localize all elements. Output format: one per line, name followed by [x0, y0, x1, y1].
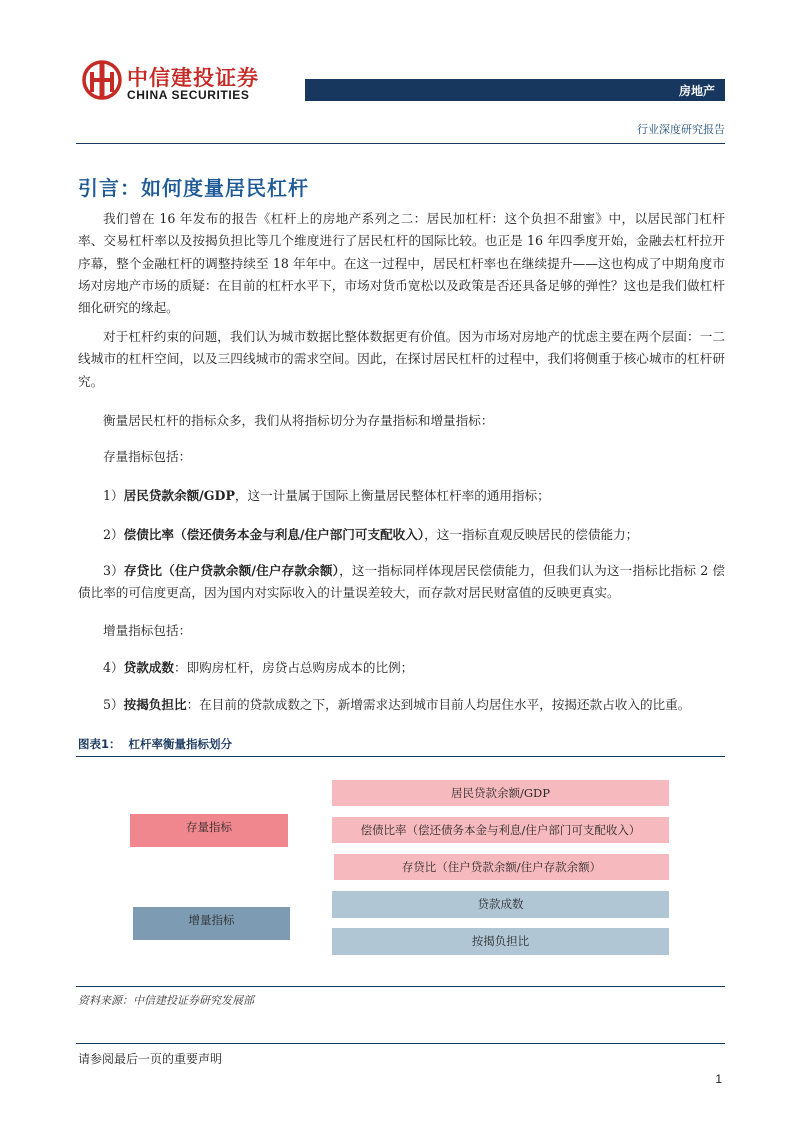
list-term: 存贷比（住户贷款余额/住户存款余额）: [123, 563, 340, 578]
list-number: 3）: [103, 563, 124, 578]
paragraph-1: 我们曾在 16 年发布的报告《杠杆上的房地产系列之二：居民加杠杆：这个负担不甜蜜》中，以居民部门杠杆率、交易杠杆率以及按揭负担比等几个维度进行了居民杠杆的国际比较。也正是 16 年四季度开始，金融去杠杆拉开序幕，整个金融杠杆的调整持续至 18 年年中。在这一过程中，居民杠杆率也在继续提升——这也构成了中期角度市场对房地产市场的质疑：在目前的杠杆水平下，市场对货币宽松以及政策是否还具备足够的弹性？这也是我们做杠杆细化研究的缘起。: [78, 211, 725, 316]
list-number: 5）: [103, 697, 124, 712]
paragraph-2: 对于杠杆约束的问题，我们认为城市数据比整体数据更有价值。因为市场对房地产的忧虑主要在两个层面：一二线城市的杠杆空间，以及三四线城市的需求空间。因此，在探讨居民杠杆的过程中，我们将侧重于核心城市的杠杆研究。: [78, 329, 725, 389]
list-item-3: [78, 560, 725, 605]
page-number: 1: [715, 1072, 722, 1086]
figure-label: 图表1：: [78, 737, 121, 751]
list-text: ，这一指标直观反映居民的偿债能力；: [424, 527, 639, 542]
list-text: ：即购房杠杆，房贷占总购房成本的比例；: [173, 660, 414, 675]
stock-item-box: 偿债比率（偿还债务本金与利息/住户部门可支配收入）: [332, 817, 669, 843]
brand-name-cn: 中信建投证券: [127, 66, 259, 90]
disclaimer-note: 请参阅最后一页的重要声明: [78, 1052, 223, 1066]
china-securities-logo-icon: [82, 60, 122, 100]
list-item-1: [103, 485, 550, 507]
list-term: 贷款成数: [123, 660, 174, 675]
figure-top-rule: [76, 756, 725, 757]
list-text: ，这一指标同样体现居民偿债能力，但我们认为这一指标比指标 2 偿债比率的可信度更高，因为国内对实际收入的计量误差较大，而存款对居民财富值的反映更真实。: [78, 563, 725, 601]
list-text: ：在目前的贷款成数之下，新增需求达到城市目前人均居住水平，按揭还款占收入的比重。: [186, 697, 691, 712]
section-bar: [305, 79, 725, 101]
figure-bottom-rule: [76, 986, 725, 987]
brand-name-en: CHINA SECURITIES: [127, 88, 250, 102]
increment-item-box: 贷款成数: [332, 891, 669, 918]
list-item-5: [103, 694, 690, 716]
increment-intro: 增量指标包括：: [103, 623, 192, 638]
paragraph-4: 存量指标包括：: [103, 449, 192, 464]
list-text: ，这一计量属于国际上衡量居民整体杠杆率的通用指标；: [234, 488, 550, 503]
paragraph-3: 衡量居民杠杆的指标众多，我们从将指标切分为存量指标和增量指标：: [103, 413, 494, 428]
stock-indicator-box: 存量指标: [130, 814, 288, 847]
page-title: 引言：如何度量居民杠杆: [78, 176, 309, 200]
footer-rule: [76, 1043, 725, 1044]
list-term: 偿债比率（偿还债务本金与利息/住户部门可支配收入）: [123, 527, 425, 542]
section-label: 房地产: [678, 84, 715, 98]
figure-title: [78, 736, 232, 752]
figure-source: 资料来源：中信建投证券研究发展部: [78, 994, 254, 1007]
header-rule: [76, 143, 725, 144]
report-type: 行业深度研究报告: [637, 123, 725, 136]
list-item-2: [103, 524, 638, 546]
stock-item-box: 存贷比（住户贷款余额/住户存款余额）: [334, 854, 669, 880]
list-number: 2）: [103, 527, 124, 542]
list-number: 4）: [103, 660, 124, 675]
list-term: 居民贷款余额/GDP: [123, 488, 235, 503]
list-item-4: [103, 657, 413, 679]
stock-item-box: 居民贷款余额/GDP: [332, 780, 669, 806]
figure-caption: 杠杆率衡量指标划分: [128, 737, 233, 751]
increment-indicator-box: 增量指标: [133, 907, 290, 940]
increment-item-box: 按揭负担比: [332, 928, 669, 955]
list-term: 按揭负担比: [123, 697, 187, 712]
list-number: 1）: [103, 488, 124, 503]
